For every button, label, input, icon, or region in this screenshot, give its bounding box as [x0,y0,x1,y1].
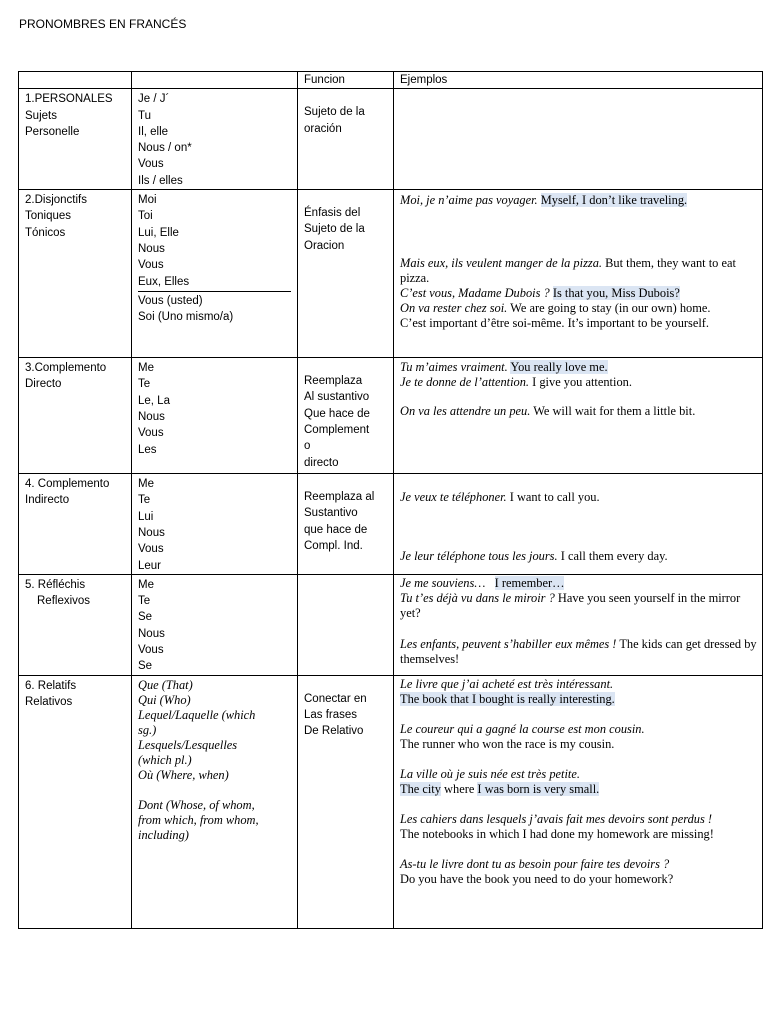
header-ejemplos: Ejemplos [394,72,763,89]
pronouns-cell: Me Te Lui Nous Vous Leur [132,474,298,575]
example-en: Is that you, Miss Dubois? [552,286,680,301]
example-en: The runner who won the race is my cousin. [400,736,615,751]
example-en: The kids can get dressed by themselves! [400,636,757,666]
examples-cell [394,190,763,358]
example-en: The notebooks in which I had done my homework are missing! [400,826,714,841]
table-row-relatifs [19,675,763,928]
example-en: I give you attention. [532,375,632,390]
example-sentence: C’est important d’être soi-même. It’s important to be yourself. [400,316,710,331]
example-en: Myself, I don’t like traveling. [540,193,688,208]
example-en: You really love me. [510,360,608,375]
example-fr: C’est vous, Madame Dubois ? [400,286,550,301]
header-cell-2 [132,72,298,89]
pronouns-cell: Que (That) Qui (Who) Lequel/Laquelle (which sg.) Lesquels/Lesquelles (which pl.) Où (Where, when) Dont (Whose, of whom, from which, from whom, including) [132,675,298,928]
function-cell [298,574,394,675]
example-fr: Le coureur qui a gagné la course est mon cousin. [400,721,645,736]
header-funcion: Funcion [298,72,394,89]
example-fr: Tu m’aimes vraiment. [400,360,508,375]
pronouns-cell: Me Te Le, La Nous Vous Les [132,358,298,474]
pronouns-cell: Me Te Se Nous Vous Se [132,574,298,675]
function-cell: Reemplaza Al sustantivo Que hace de Complement o directo [298,358,394,474]
example-fr: Tu t’es déjà vu dans le miroir ? [400,590,555,605]
example-fr: Le livre que j’ai acheté est très intéressant. [400,676,614,691]
example-en: We will wait for them a little bit. [533,404,696,419]
category-cell: 5. Réfléchis Reflexivos [19,574,132,675]
category-cell: 2.Disjonctifs Toniques Tónicos [19,190,132,358]
example-en: Have you seen yourself in the mirror yet? [400,590,741,620]
table-row-personales [19,89,763,190]
header-row [19,72,763,89]
example-en: I remember… [494,575,565,590]
example-en: We are going to stay (in our own) home. [510,301,711,316]
example-fr: Je veux te téléphoner. [400,490,507,505]
example-fr: On va les attendre un peu. [400,404,531,419]
pronoun-divider [138,291,291,292]
example-fr: Mais eux, ils veulent manger de la pizza. [400,256,603,271]
category-cell: 3.Complemento Directo [19,358,132,474]
pronouns-cell: Moi Toi Lui, Elle Nous Vous Eux, Elles Vous (usted) Soi (Uno mismo/a) [132,190,298,358]
table-row-complemento-indirecto [19,474,763,575]
examples-cell [394,574,763,675]
examples-cell [394,89,763,190]
example-fr: Je me souviens… [400,575,486,590]
table-row-reflechis [19,574,763,675]
category-cell: 4. Complemento Indirecto [19,474,132,575]
pronouns-table [18,71,763,929]
table-row-disjonctifs [19,190,763,358]
document-title: PRONOMBRES EN FRANCÉS [19,17,187,31]
function-cell: Reemplaza al Sustantivo que hace de Compl. Ind. [298,474,394,575]
example-fr: Les enfants, peuvent s’habiller eux mêmes ! [400,636,617,651]
example-en: I call them every day. [560,549,668,564]
function-cell: Conectar en Las frases De Relativo [298,675,394,928]
example-en: But them, they want to eat pizza. [400,256,736,286]
example-en: I want to call you. [509,490,600,505]
example-fr: As-tu le livre dont tu as besoin pour faire tes devoirs ? [400,856,670,871]
example-en: Do you have the book you need to do your homework? [400,871,674,886]
function-cell: Énfasis del Sujeto de la Oracion [298,190,394,358]
example-fr: Moi, je n’aime pas voyager. [400,193,538,208]
table-row-complemento-directo [19,358,763,474]
example-fr: La ville où je suis née est très petite. [400,766,580,781]
example-fr: Les cahiers dans lesquels j’avais fait mes devoirs sont perdus ! [400,811,713,826]
category-cell: 1.PERSONALES Sujets Personelle [19,89,132,190]
example-fr: Je leur téléphone tous les jours. [400,549,558,564]
examples-cell [394,474,763,575]
function-cell: Sujeto de la oración [298,89,394,190]
examples-cell [394,675,763,928]
example-en: The book that I bought is really interesting. [400,691,615,706]
category-cell: 6. Relatifs Relativos [19,675,132,928]
examples-cell [394,358,763,474]
example-en: The city where I was born is very small. [400,781,600,796]
example-fr: Je te donne de l’attention. [400,375,530,390]
header-cell-1 [19,72,132,89]
example-fr: On va rester chez soi. [400,301,508,316]
pronouns-cell: Je / J´ Tu Il, elle Nous / on* Vous Ils / elles [132,89,298,190]
